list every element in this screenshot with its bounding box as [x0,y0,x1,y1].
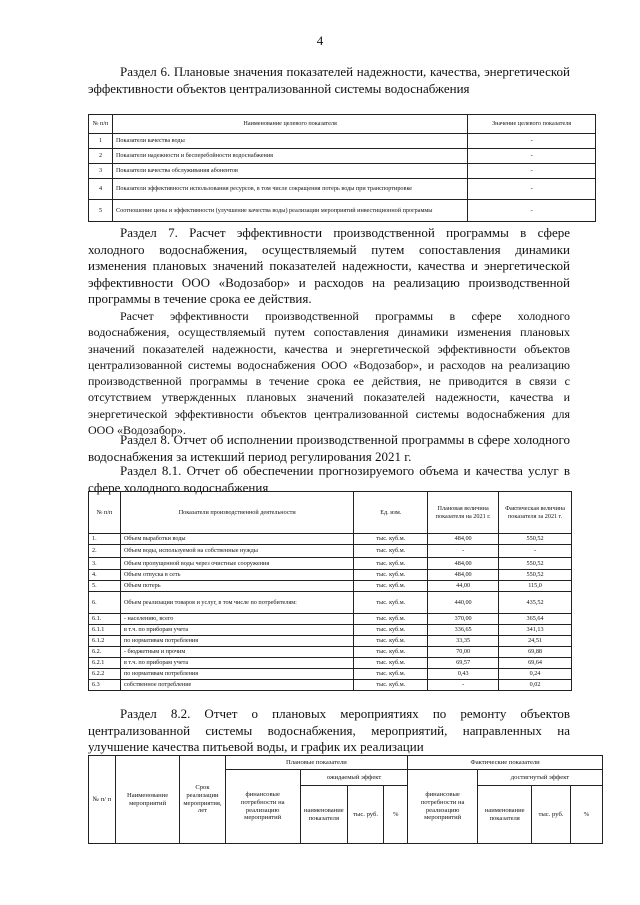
measures-fact-fin: финансовые потребности на реализацию мероприятий [408,770,478,844]
section-8-1-heading: Раздел 8.1. Отчет об обеспечении прогнозируемого объема и качества услуг в сфере холодного водоснабжения [88,463,570,495]
row-fact: 550,52 [499,558,572,570]
table-row [89,134,596,149]
targets-col-name: Наименование целевого показателя [112,115,467,134]
targets-table [88,114,596,222]
row-value: - [468,164,596,179]
row-fact: 550,52 [499,534,572,545]
row-plan: 484,00 [428,558,499,570]
row-unit: тыс. куб.м. [354,570,428,581]
row-name: Объем реализации товаров и услуг, в том числе по потребителям: [120,592,353,614]
production-col-n: № п/п [89,492,121,534]
row-number: 6.1. [89,614,121,625]
row-plan: 33,35 [428,636,499,647]
row-plan: 484,00 [428,534,499,545]
row-fact: 0,24 [499,669,572,680]
row-name: Показатели эффективности использования ресурсов, в том числе сокращения потерь воды при транспортировке [112,179,467,200]
table-row [89,658,572,669]
measures-plan-indicator: наименование показателя [300,786,347,844]
row-plan: 69,57 [428,658,499,669]
row-unit: тыс. куб.м. [354,647,428,658]
table-row [89,647,572,658]
measures-plan-rub: тыс. руб. [347,786,383,844]
measures-table [88,755,603,844]
row-plan: - [428,680,499,691]
row-number: 3 [89,164,113,179]
row-name: Показатели надежности и бесперебойности водоснабжения [112,149,467,164]
table-row [89,570,572,581]
row-name: Показатели качества воды [112,134,467,149]
row-name: Объем потерь [120,581,353,592]
row-unit: тыс. куб.м. [354,581,428,592]
row-fact: 435,52 [499,592,572,614]
row-number: 2. [89,545,121,558]
row-plan: 440,00 [428,592,499,614]
row-fact: 69,64 [499,658,572,669]
table-row [89,164,596,179]
section-7-body: Расчет эффективности производственной программы в сфере холодного водоснабжения, осуществляемый путем сопоставления динамики изменения плановых значений показателей надежности, качества и энергетической эффективности объектов централизованной системы водоснабжения ООО «Водозабор», и расходов на реализацию производственной программы в течение срока ее действия, не приводится в связи с отсутствием утвержденных плановых значений показателей надежности, качества и энергетической эффективности объектов централизованной системы водоснабжения для ООО «Водозабор». [88,309,570,438]
production-table [88,491,572,691]
row-unit: тыс. куб.м. [354,592,428,614]
row-name: по нормативам потребления [120,636,353,647]
row-plan: 484,00 [428,570,499,581]
measures-plan-pct: % [384,786,408,844]
production-col-fact: Фактическая величина показателя за 2021 г. [499,492,572,534]
section-8-heading: Раздел 8. Отчет об исполнении производственной программы в сфере холодного водоснабжения за истекший период регулирования 2021 г. [88,432,570,464]
row-name: Показатели качества обслуживания абонентов [112,164,467,179]
row-number: 1. [89,534,121,545]
row-number: 6.3 [89,680,121,691]
row-unit: тыс. куб.м. [354,558,428,570]
row-value: - [468,200,596,222]
row-number: 6.2. [89,647,121,658]
row-number: 3. [89,558,121,570]
row-name: Объем выработки воды [120,534,353,545]
row-unit: тыс. куб.м. [354,534,428,545]
section-7-heading: Раздел 7. Расчет эффективности производственной программы в сфере холодного водоснабжения, осуществляемый путем сопоставления динамики изменения плановых значений показателей надежности, качества и энергетической эффективности ООО «Водозабор» и расходов на реализацию производственной программы в течение срока ее действия. [88,225,570,306]
measures-plan-fin: финансовые потребности на реализацию мероприятий [225,770,300,844]
row-value: - [468,179,596,200]
page-number: 4 [316,33,324,48]
row-name: в т.ч. по приборам учета [120,658,353,669]
table-row [89,534,572,545]
row-unit: тыс. куб.м. [354,545,428,558]
row-name: по нормативам потребления [120,669,353,680]
row-plan: 0,43 [428,669,499,680]
table-row [89,614,572,625]
row-fact: 24,51 [499,636,572,647]
row-plan: 370,00 [428,614,499,625]
measures-fact-effect: достигнутый эффект [478,770,603,786]
row-fact: 550,52 [499,570,572,581]
table-row [89,558,572,570]
table-row [89,625,572,636]
row-number: 6.1.1 [89,625,121,636]
section-8-2-heading: Раздел 8.2. Отчет о плановых мероприятиях по ремонту объектов централизованной системы водоснабжения, мероприятий, направленных на улучшение качества питьевой воды, и график их реализации [88,706,570,754]
row-plan: 70,00 [428,647,499,658]
row-name: Соотношение цены и эффективности (улучшение качества воды) реализации мероприятий инвестиционной программы [112,200,467,222]
section-6-heading: Раздел 6. Плановые значения показателей надежности, качества, энергетической эффективности объектов централизованной системы водоснабжения [88,64,570,96]
table-row [89,200,596,222]
row-unit: тыс. куб.м. [354,658,428,669]
table-row [89,669,572,680]
table-row [89,636,572,647]
row-name: Объем пропущенной воды через очистные сооружения [120,558,353,570]
row-fact: 115,0 [499,581,572,592]
production-col-plan: Плановая величина показателя на 2021 г. [428,492,499,534]
targets-col-n: № п/п [89,115,113,134]
measures-plan-effect: ожидаемый эффект [300,770,407,786]
measures-col-n: № п/ п [89,756,116,844]
row-fact: 69,88 [499,647,572,658]
row-number: 6.1.2 [89,636,121,647]
measures-group-plan: Плановые показатели [225,756,408,770]
row-plan: 336,65 [428,625,499,636]
row-value: - [468,149,596,164]
measures-col-term: Срок реализации мероприятия, лет [180,756,225,844]
production-col-unit: Ед. изм. [354,492,428,534]
table-row [89,149,596,164]
row-plan: 44,00 [428,581,499,592]
row-unit: тыс. куб.м. [354,669,428,680]
row-number: 2 [89,149,113,164]
row-value: - [468,134,596,149]
row-number: 5. [89,581,121,592]
row-number: 6.2.2 [89,669,121,680]
measures-fact-indicator: наименование показателя [478,786,532,844]
table-row [89,545,572,558]
row-unit: тыс. куб.м. [354,680,428,691]
row-name: Объем воды, используемой на собственные нужды [120,545,353,558]
row-fact: - [499,545,572,558]
row-fact: 341,13 [499,625,572,636]
row-name: в т.ч. по приборам учета [120,625,353,636]
row-number: 6. [89,592,121,614]
targets-col-value: Значение целевого показателя [468,115,596,134]
row-fact: 0,02 [499,680,572,691]
measures-col-name: Наименование мероприятий [115,756,180,844]
table-row [89,592,572,614]
row-unit: тыс. куб.м. [354,636,428,647]
measures-fact-pct: % [570,786,602,844]
production-col-name: Показатели производственной деятельности [120,492,353,534]
row-number: 5 [89,200,113,222]
measures-group-fact: Фактические показатели [408,756,603,770]
row-name: Объем отпуска в сеть [120,570,353,581]
table-row [89,179,596,200]
row-number: 6.2.1 [89,658,121,669]
row-unit: тыс. куб.м. [354,614,428,625]
row-unit: тыс. куб.м. [354,625,428,636]
table-row [89,581,572,592]
row-number: 4 [89,179,113,200]
table-row [89,680,572,691]
measures-fact-rub: тыс. руб. [532,786,570,844]
row-name: - бюджетным и прочим [120,647,353,658]
row-name: - населению, всего [120,614,353,625]
row-number: 4. [89,570,121,581]
row-plan: - [428,545,499,558]
row-name: собственное потребление [120,680,353,691]
row-number: 1 [89,134,113,149]
row-fact: 365,64 [499,614,572,625]
